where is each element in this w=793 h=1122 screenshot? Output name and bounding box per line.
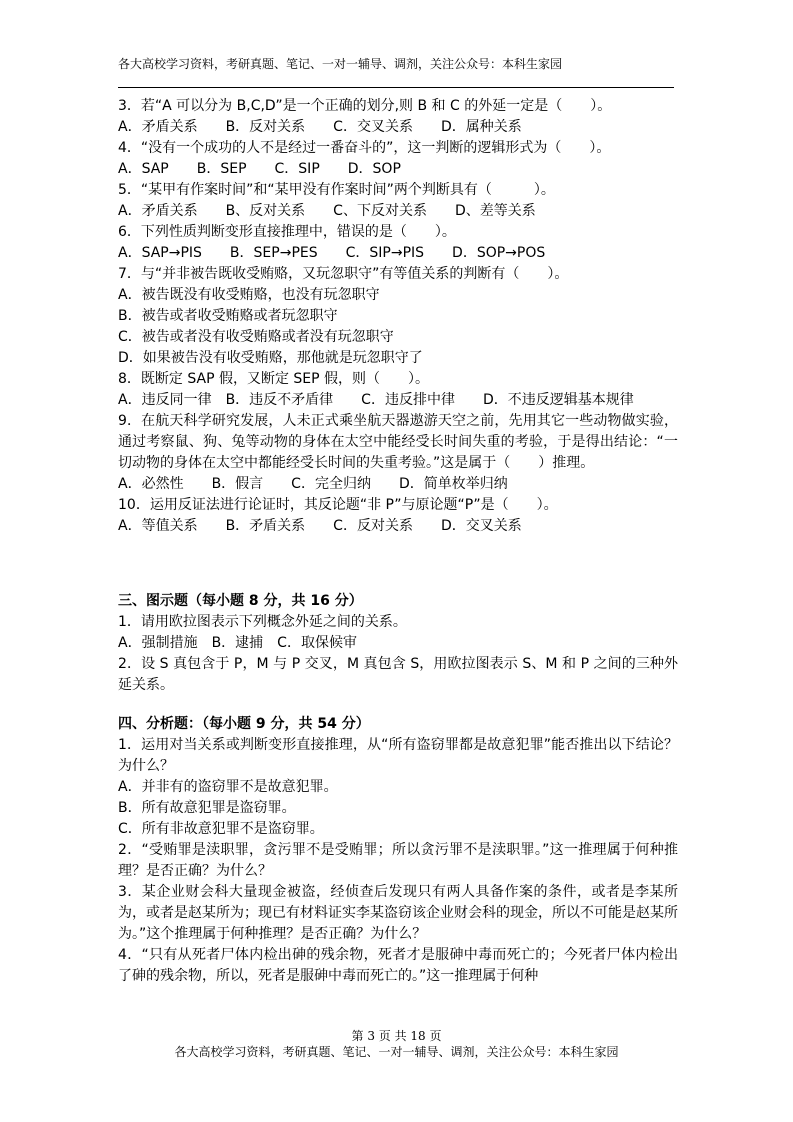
section-3-question-2: 2．设 S 真包含于 P，M 与 P 交叉，M 真包含 S，用欧拉图表示 S、M 和 P 之间的三种外延关系。 [118,656,678,693]
section-3-title: 三、图示题（每小题 8 分，共 16 分） [118,593,363,609]
section-4-question-1-option-c: C．所有非故意犯罪不是盗窃罪。 [118,821,324,837]
question-7: 7．与“并非被告既收受贿赂，又玩忽职守”有等值关系的判断有（ ）。 [118,266,569,282]
question-7-option-c: C．被告或者没有收受贿赂或者没有玩忽职守 [118,329,394,345]
question-10: 10．运用反证法进行论证时，其反论题“非 P”与原论题“P”是（ ）。 [118,497,558,513]
section-4-question-2: 2．“受贿罪是渎职罪，贪污罪不是受贿罪；所以贪污罪不是渎职罪。”这一推理属于何种推理？是否正确？为什么？ [118,842,678,879]
question-7-option-a: A．被告既没有收受贿赂，也没有玩忽职守 [118,287,380,303]
question-6-options: A．SAP→PIS B．SEP→PES C．SIP→PIS D．SOP→POS [118,245,546,261]
document-body [118,96,678,987]
section-4-question-1-option-a: A．并非有的盗窃罪不是故意犯罪。 [118,779,338,795]
question-5-options: A．矛盾关系 B、反对关系 C、下反对关系 D、差等关系 [118,203,536,219]
page-header: 各大高校学习资料，考研真题、笔记、一对一辅导、调剂，关注公众号：本科生家园 [118,57,563,71]
section-4-question-1: 1．运用对当关系或判断变形直接推理，从“所有盗窃罪都是故意犯罪”能否推出以下结论？为什么？ [118,737,678,774]
question-8: 8．既断定 SAP 假，又断定 SEP 假，则（ ）。 [118,371,430,387]
question-9: 9．在航天科学研究发展，人未正式乘坐航天器遨游天空之前，先用其它一些动物做实验，通过考察鼠、狗、兔等动物的身体在太空中能经受长时间失重的考验，于是得出结论：“一切动物的身体在太空中都能经受长时间的失重考验。”这是属于（ ）推理。 [118,413,678,471]
question-6: 6．下列性质判断变形直接推理中，错误的是（ ）。 [118,224,456,240]
question-8-options: A．违反同一律 B．违反不矛盾律 C．违反排中律 D．不违反逻辑基本规律 [118,392,634,408]
page-number: 第 3 页 共 18 页 [351,1029,442,1043]
question-9-options: A．必然性 B．假言 C．完全归纳 D．简单枚举归纳 [118,476,508,492]
section-4-question-1-option-b: B．所有故意犯罪是盗窃罪。 [118,800,296,816]
section-4-title: 四、分析题：（每小题 9 分，共 54 分） [118,716,370,732]
question-3: 3．若“A 可以分为 B,C,D”是一个正确的划分,则 B 和 C 的外延一定是（ ）。 [118,98,612,114]
question-3-options: A．矛盾关系 B．反对关系 C．交叉关系 D．属种关系 [118,119,522,135]
question-7-option-b: B．被告或者收受贿赂或者玩忽职守 [118,308,338,324]
question-5: 5．“某甲有作案时间”和“某甲没有作案时间”两个判断具有（ ）。 [118,182,555,198]
question-4-options: A．SAP B．SEP C．SIP D．SOP [118,161,401,177]
header-divider [118,87,674,88]
section-4-question-3: 3．某企业财会科大量现金被盗，经侦查后发现只有两人具备作案的条件，或者是李某所为，或者是赵某所为；现已有材料证实李某盗窃该企业财会科的现金，所以不可能是赵某所为。”这个推理属于何种推理？是否正确？为什么？ [118,884,678,942]
question-4: 4．“没有一个成功的人不是经过一番奋斗的”，这一判断的逻辑形式为（ ）。 [118,140,611,156]
section-3-question-1-options: A．强制措施 B．逮捕 C．取保候审 [118,635,357,651]
page-footer: 各大高校学习资料，考研真题、笔记、一对一辅导、调剂，关注公众号：本科生家园 [174,1045,619,1059]
question-7-option-d: D．如果被告没有收受贿赂，那他就是玩忽职守了 [118,350,423,366]
section-3-question-1: 1．请用欧拉图表示下列概念外延之间的关系。 [118,614,407,630]
question-10-options: A．等值关系 B．矛盾关系 C．反对关系 D．交叉关系 [118,518,522,534]
section-4-question-4: 4．“只有从死者尸体内检出砷的残余物，死者才是服砷中毒而死亡的；今死者尸体内检出了砷的残余物，所以，死者是服砷中毒而死亡的。”这一推理属于何种 [118,947,678,984]
